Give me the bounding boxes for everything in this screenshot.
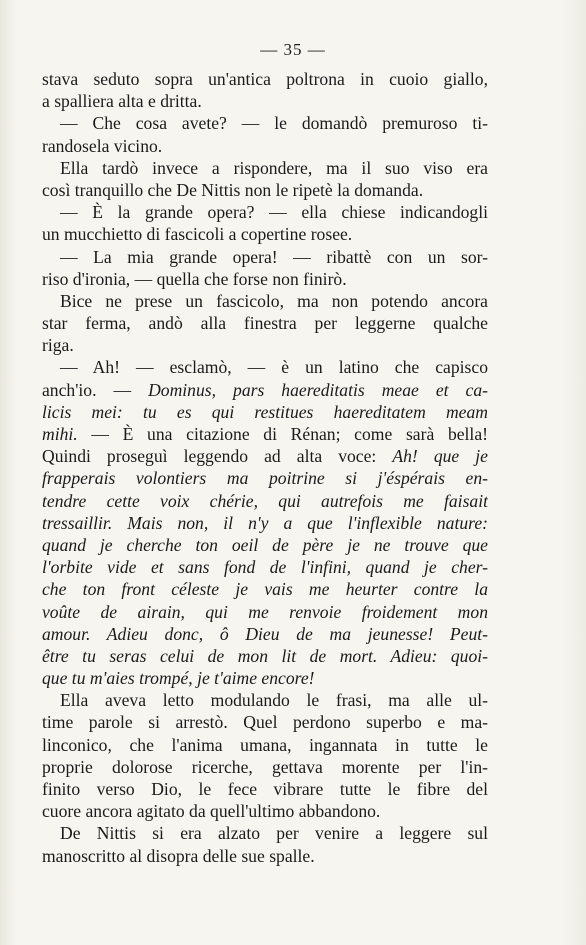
text-line [42, 601, 488, 623]
text-line [42, 512, 488, 534]
text-line [42, 135, 488, 157]
text-segment: — È la grande opera? — ella chiese indicandogli [60, 202, 488, 223]
text-line [42, 268, 488, 290]
text-segment: così tranquillo che De Nittis non le ripetè la domanda. [42, 179, 424, 200]
italic-text: licis mei: tu es qui restitues haereditatem meam [42, 401, 488, 422]
text-line [42, 179, 488, 201]
text-line [42, 756, 488, 778]
text-segment: randosela vicino. [42, 135, 163, 156]
text-line [42, 401, 488, 423]
italic-text: être tu seras celui de mon lit de mort. Adieu: quoi- [42, 645, 488, 666]
text-segment: Ella aveva letto modulando le frasi, ma alle ul- [60, 690, 488, 711]
text-line [42, 534, 488, 556]
text-line [42, 201, 488, 223]
text-line [42, 689, 488, 711]
text-line [42, 645, 488, 667]
italic-text: Dominus, pars haereditatis meae et ca- [148, 379, 488, 400]
italic-text: que tu m'aies trompé, je t'aime encore! [42, 668, 315, 689]
text-line [42, 734, 488, 756]
text-line [42, 90, 488, 112]
text-line [42, 423, 488, 445]
text-line [42, 290, 488, 312]
text-segment: cuore ancora agitato da quell'ultimo abbandono. [42, 801, 381, 822]
text-line [42, 578, 488, 600]
text-segment: Quindi proseguì leggendo ad alta voce: [42, 446, 393, 467]
text-segment: linconico, che l'anima umana, ingannata in tutte le [42, 734, 488, 755]
text-line [42, 246, 488, 268]
italic-text: che ton front céleste je vais me heurter contre la [42, 579, 488, 600]
text-segment: time parole si arrestò. Quel perdono superbo e ma- [42, 712, 488, 733]
italic-text: tendre cette voix chérie, qui autrefois me faisait [42, 490, 488, 511]
italic-text: mihi. [42, 424, 78, 444]
italic-text: quand je cherche ton oeil de père je ne trouve que [42, 534, 488, 555]
text-line [42, 157, 488, 179]
text-line [42, 667, 488, 689]
text-segment: un mucchietto di fascicoli a copertine rosee. [42, 224, 353, 245]
text-segment: Ella tardò invece a rispondere, ma il suo viso era [60, 157, 488, 178]
text-line [42, 800, 488, 822]
text-segment: riga. [42, 335, 74, 356]
text-segment: proprie dolorose ricerche, gettava morente per l'in- [42, 756, 488, 777]
text-segment: star ferma, andò alla finestra per leggerne qualche [42, 313, 488, 334]
text-line [42, 334, 488, 356]
text-line [42, 223, 488, 245]
text-line [42, 822, 488, 844]
body-text [42, 68, 488, 867]
text-segment: Bice ne prese un fascicolo, ma non potendo ancora [60, 290, 488, 311]
text-line [42, 356, 488, 378]
text-line [42, 467, 488, 489]
text-line [42, 445, 488, 467]
italic-text: l'orbite vide et sans fond de l'infini, quand je cher- [42, 557, 488, 578]
text-segment: a spalliera alta e dritta. [42, 91, 202, 112]
text-segment: — Che cosa avete? — le domandò premuroso ti- [60, 113, 488, 134]
text-line [42, 556, 488, 578]
text-line [42, 379, 488, 401]
text-segment: — La mia grande opera! — ribattè con un sor- [60, 246, 488, 267]
page-number: — 35 — [260, 40, 326, 59]
text-line [42, 711, 488, 733]
text-segment: finito verso Dio, le fece vibrare tutte le fibre del [42, 779, 488, 799]
text-segment: De Nittis si era alzato per venire a leggere sul [60, 823, 488, 844]
italic-text: amour. Adieu donc, ô Dieu de ma jeunesse! Peut- [42, 623, 488, 644]
text-segment: stava seduto sopra un'antica poltrona in cuoio giallo, [42, 69, 488, 89]
italic-text: voûte de airain, qui me renvoie froidement mon [42, 601, 488, 622]
text-segment: anch'io. — [42, 379, 149, 400]
text-line [42, 778, 488, 800]
text-line [42, 312, 488, 334]
text-segment: riso d'ironia, — quella che forse non finirò. [42, 268, 347, 289]
italic-text: frapperais volontiers ma poitrine si j'éspérais en- [42, 468, 488, 489]
italic-text: tressaillir. Mais non, il n'y a que l'inflexible nature: [42, 512, 488, 533]
text-line [42, 623, 488, 645]
text-segment: manoscritto al disopra delle sue spalle. [42, 845, 315, 866]
text-line [42, 845, 488, 867]
text-line [42, 112, 488, 134]
text-line [42, 490, 488, 512]
italic-text: Ah! que je [392, 446, 488, 467]
text-segment: — È una citazione di Rénan; come sarà bella! [77, 424, 488, 444]
text-segment: — Ah! — esclamò, — è un latino che capisco [60, 357, 488, 378]
text-line [42, 68, 488, 90]
